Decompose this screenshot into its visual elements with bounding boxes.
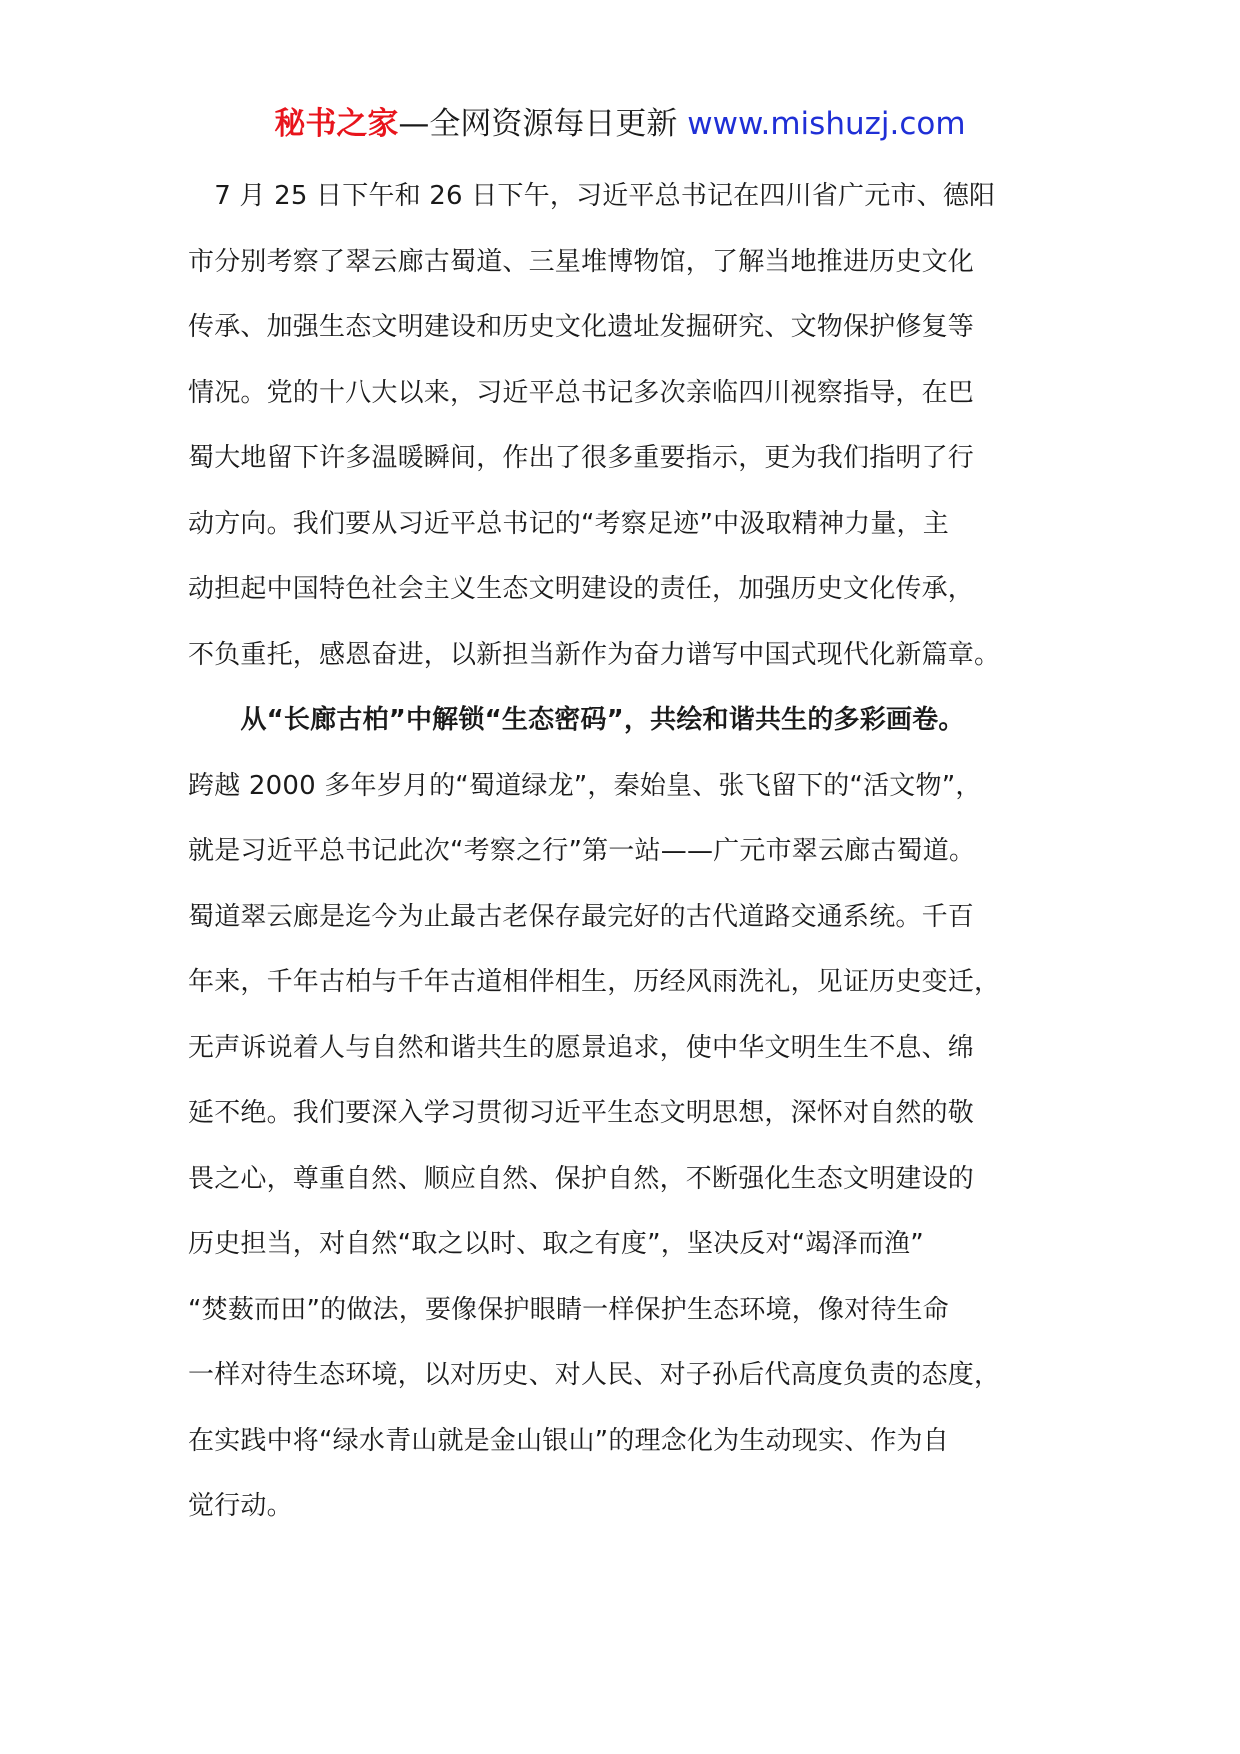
paragraph-line: 畏之心，尊重自然、顺应自然、保护自然，不断强化生态文明建设的 — [188, 1163, 975, 1194]
paragraph-line: 市分别考察了翠云廊古蜀道、三星堆博物馆，了解当地推进历史文化 — [188, 246, 975, 277]
article-body — [188, 164, 1068, 1540]
paragraph-line: 历史担当，对自然“取之以时、取之有度”，坚决反对“竭泽而渔” — [188, 1229, 924, 1259]
paragraph-line: 就是习近平总书记此次“考察之行”第一站——广元市翠云廊古蜀道。 — [188, 836, 976, 866]
paragraph-line: 在实践中将“绿水青山就是金山银山”的理念化为生动现实、作为自 — [188, 1425, 949, 1456]
paragraph-line: 一样对待生态环境，以对历史、对人民、对子孙后代高度负责的态度， — [188, 1360, 1001, 1390]
paragraph-line: 觉行动。 — [188, 1491, 293, 1521]
paragraph-line: 蜀大地留下许多温暖瞬间，作出了很多重要指示，更为我们指明了行 — [188, 443, 975, 473]
paragraph-line: 动方向。我们要从习近平总书记的“考察足迹”中汲取精神力量，主 — [188, 508, 949, 539]
section-heading: 从“长廊古柏”中解锁“生态密码”，共绘和谐共生的多彩画卷。 — [188, 705, 965, 735]
paragraph-line: 无声诉说着人与自然和谐共生的愿景追求，使中华文明生生不息、绵 — [188, 1032, 975, 1063]
header-tagline: —全网资源每日更新 — [398, 106, 688, 142]
paragraph-line: 年来，千年古柏与千年古道相伴相生，历经风雨洗礼，见证历史变迁， — [188, 967, 1001, 997]
paragraph-line: 不负重托，感恩奋进，以新担当新作为奋力谱写中国式现代化新篇章。 — [188, 639, 1001, 670]
brand-name: 秘书之家 — [274, 106, 399, 142]
paragraph-line: 跨越 2000 多年岁月的“蜀道绿龙”，秦始皇、张飞留下的“活文物”， — [188, 770, 982, 801]
page-header — [0, 100, 1240, 148]
paragraph-line: “焚薮而田”的做法，要像保护眼睛一样保护生态环境，像对待生命 — [188, 1294, 949, 1325]
website-link[interactable]: www.mishuzj.com — [687, 106, 966, 142]
paragraph-line: 情况。党的十八大以来，习近平总书记多次亲临四川视察指导，在巴 — [188, 377, 975, 408]
paragraph-line: 7 月 25 日下午和 26 日下午，习近平总书记在四川省广元市、德阳 — [188, 181, 996, 211]
paragraph-line: 蜀道翠云廊是迄今为止最古老保存最完好的古代道路交通系统。千百 — [188, 901, 975, 932]
paragraph-line: 延不绝。我们要深入学习贯彻习近平生态文明思想，深怀对自然的敬 — [188, 1098, 975, 1128]
paragraph-line: 动担起中国特色社会主义生态文明建设的责任，加强历史文化传承， — [188, 574, 975, 604]
paragraph-line: 传承、加强生态文明建设和历史文化遗址发掘研究、文物保护修复等 — [188, 312, 975, 342]
